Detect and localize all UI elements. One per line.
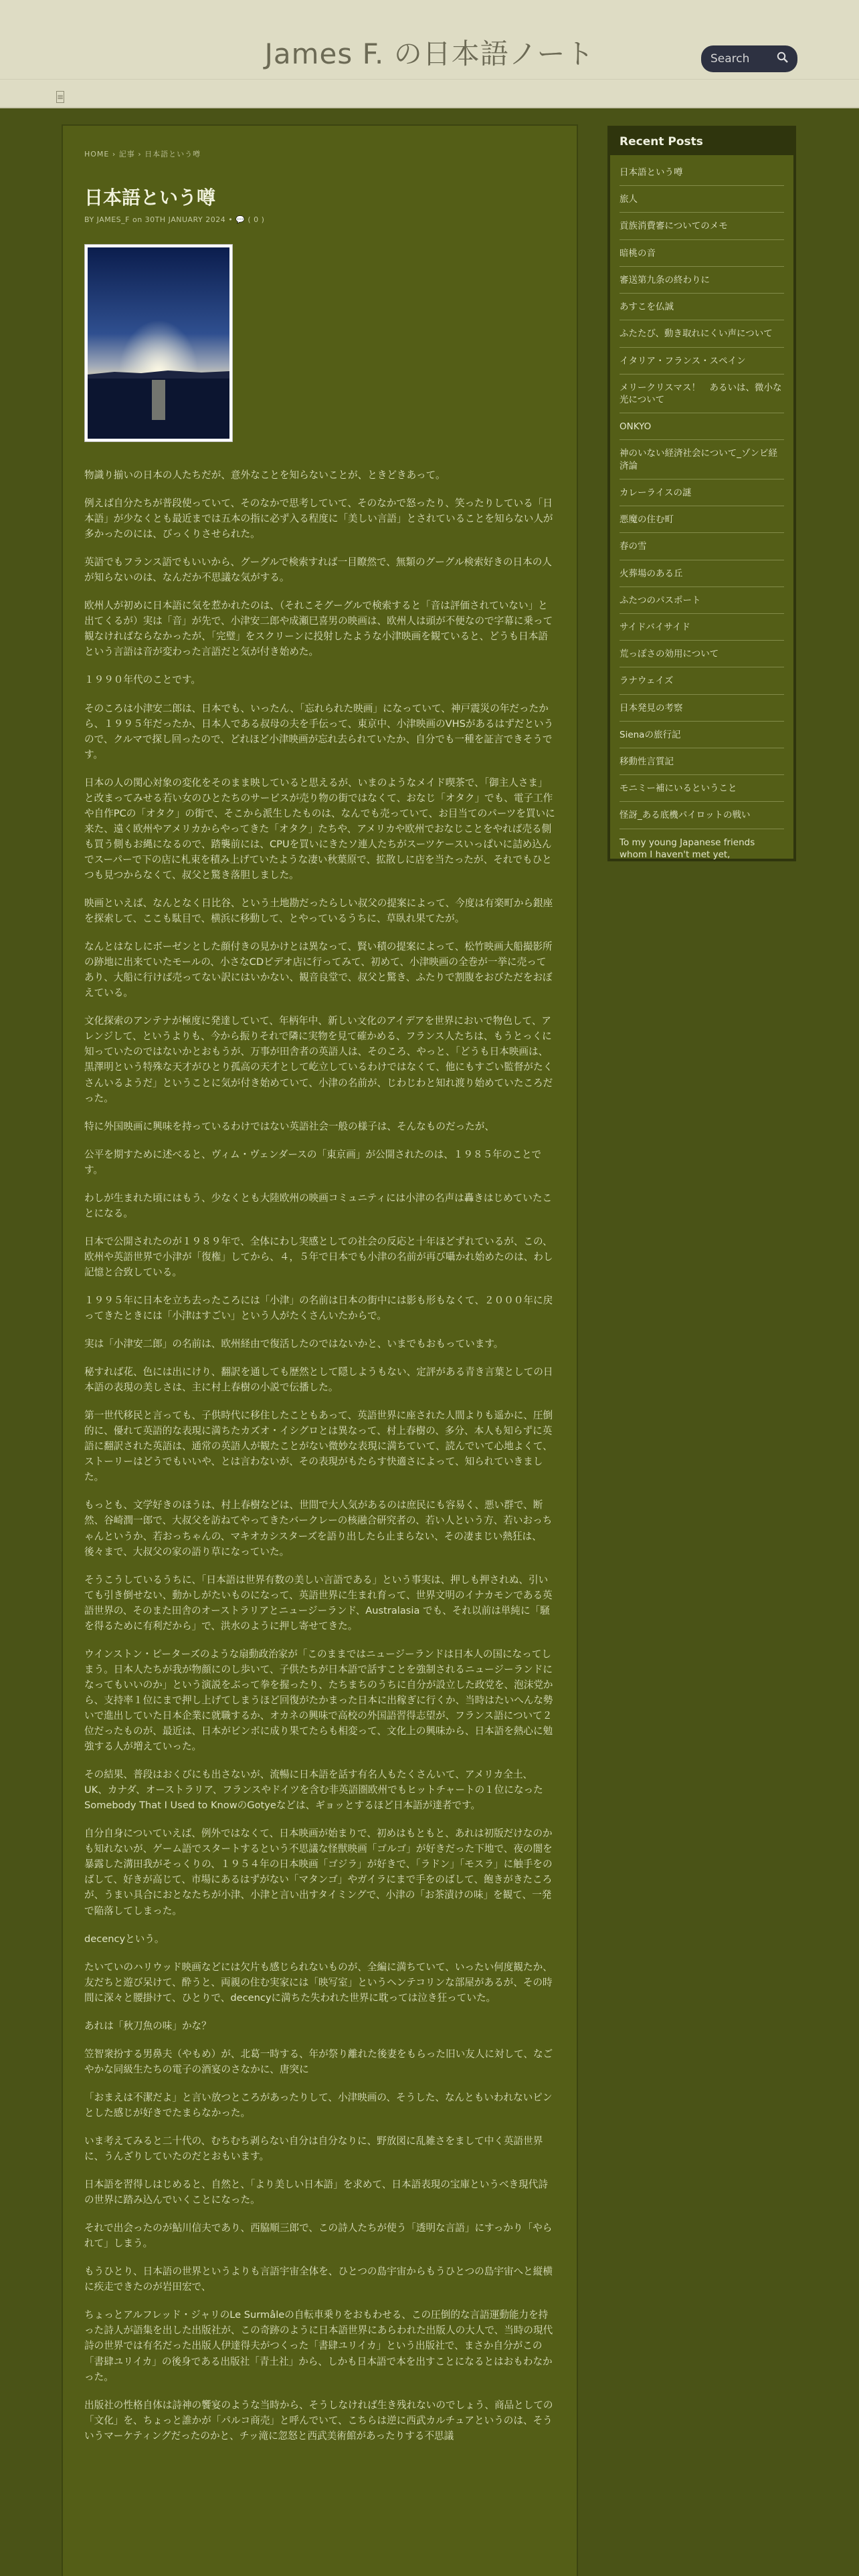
post-paragraph: あれは「秋刀魚の味」かな？ [84, 2020, 211, 2032]
sidebar [607, 126, 796, 861]
post-paragraph: その結果、普段はおくびにも出さないが、流暢に日本語を話す有名人もたくさんいて、アメリカ全土、UK、カナダ、オーストラリア、フランスやドイツを含む非英語圏欧州でもヒットチャートの１位になったSomebody That I Used to KnowのGotyeなどは、ギョッとするほど日本語が達者です。 [84, 1769, 543, 1812]
post-paragraph: 日本で公開されたのが１９８９年で、全体にわし実感としての社会の反応と十年ほどずれているが、この、欧州や英語世界で小津が「復権」してから、４，５年で日本でも小津の名前が再び囁かれ始めたのは、わし記憶と合致している。 [84, 1235, 553, 1278]
post-paragraph: いま考えてみると二十代の、むちむち剥らない自分は自分なりに、野放図に乱雑さをまして中く英語世界に、うんざりしていたのだとおもいます。 [84, 2135, 543, 2163]
recent-post-link[interactable]: 悪魔の住む町 [619, 506, 784, 533]
recent-post-link[interactable]: Sienaの旅行記 [619, 722, 784, 748]
post-paragraph: ちょっとアルフレッド・ジャリのLe Surmâleの自転車乗りをおもわせる、この圧倒的な言語運動能力を持った詩人が語集を出した出版社が、この奇跡のように日本語世界にあらわれた出版人の大人で、当時の現代詩の世界では有名だった出版人伊達得夫がつくった「書肆ユリイカ」という出版社で、まさか自分がこの「書肆ユリイカ」の後身である出版社「青土社」から、しかも日本語で本を出すことになるとはおもわなかった。 [84, 2309, 553, 2383]
recent-post-link[interactable]: 暗桃の音 [619, 240, 784, 267]
search-icon[interactable] [776, 51, 789, 64]
recent-post-link[interactable]: 神のいない経済社会について_ゾンビ経済論 [619, 440, 784, 479]
recent-post-link[interactable]: 移動性言質記 [619, 748, 784, 775]
post-image [84, 244, 233, 442]
post-paragraph: それで出会ったのが鮎川信夫であり、西脇順三郎で、この詩人たちが使う「透明な言語」にすっかり「やられて」しまう。 [84, 2222, 553, 2250]
breadcrumb-separator: › [138, 150, 142, 158]
sidebar-title: Recent Posts [610, 128, 793, 155]
recent-post-link[interactable]: ふたつのパスポート [619, 587, 784, 614]
recent-post-link[interactable]: 日本語という噂 [619, 159, 784, 186]
post-paragraph: 自分自身についていえば、例外ではなくて、日本映画が始まりで、初めはもともと、あれは初版だけなのかも知れないが、ゲーム語でスタートするという不思議な怪獣映画「ゴルゴ」が好きだった下地で、夜の闇を暴露した溝田我がそっくりの、１９５４年の日本映画「ゴジラ」が好きで、「ラドン」「モスラ」に触手をのばして、好きが高じて、市場にあるはずがない「マタンゴ」やガイラにまで手をのばして、飽きがきたころが、うまい具合におとなたちが小津、小津と言い出すタイミングで、小津の「お茶漬けの味」を観て、一発で陥落してしまった。 [84, 1828, 553, 1917]
recent-post-link[interactable]: 荒っぽさの効用について [619, 641, 784, 667]
site-header [0, 0, 859, 108]
menu-icon[interactable]: ≡ [57, 92, 64, 102]
post-paragraph: 英語でもフランス語でもいいから、グーグルで検索すれば一目瞭然で、無類のグーグル検索好きの日本の人が知らないのは、なんだか不思議な気がする。 [84, 556, 552, 584]
recent-post-link[interactable]: 貢族消費審についてのメモ [619, 213, 784, 239]
post-paragraph: 例えば自分たちが普段使っていて、そのなかで思考していて、そのなかで怒ったり、笑ったりしている「日本語」が少なくとも最近までは五本の指に必ず入る程度に「美しい言語」とされていることを知らない人が多かったのには、びっくりさせられた。 [84, 498, 553, 540]
recent-post-link[interactable]: 日本発見の考察 [619, 695, 784, 722]
recent-post-link[interactable]: モニミー補にいるということ [619, 775, 784, 802]
post-title: 日本語という噂 [84, 187, 216, 209]
post-paragraph: わしが生まれた頃にはもう、少なくとも大陸欧州の映画コミュニティには小津の名声は轟きはじめていたことになる。 [84, 1192, 553, 1219]
header-divider [0, 79, 859, 80]
post-paragraph: 文化探索のアンテナが極度に発達していて、年柄年中、新しい文化のアイデアを世界においで物色して、アレンジして、というよりも、今から振りそれで隣に実物を見て確かめる、フランス人たちは、もうとっくに知っていたのではないかとおもうが、万事が田舎者の英語人は、そのころ、やっと、「どうも日本映画は、黒澤明という特殊な天才がひとり孤高の天才として屹立しているわけではなくて、他にもすごい監督がたくさんいるようだ」ということに気が付き始めていて、小津の名前が、じわじわと知れ渡り始めていたころだった。 [84, 1015, 553, 1104]
post-paragraph: 「おまえは不潔だよ」と言い放つところがあったりして、小津映画の、そうした、なんともいわれないピンとした感じが好きでたまらなかった。 [84, 2091, 553, 2119]
post-paragraph: そのころは小津安二郎は、日本でも、いったん、「忘れられた映画」になっていて、神戸震災の年だったから、１９９５年だったか、日本人である叔母の夫を手伝って、東京中、小津映画のVHSがあるはずだというので、クルマで探し回ったので、どれほど小津映画が忘れ去られていたか、自分でも一種を証言できそうです。 [84, 702, 554, 760]
post-paragraph: 物識り揃いの日本の人たちだが、意外なことを知らないことが、ときどきあって。 [84, 469, 446, 481]
recent-post-link[interactable]: メリークリスマス！ あるいは、微小な光について [619, 374, 784, 413]
recent-post-link[interactable]: 旅人 [619, 186, 784, 213]
breadcrumb-separator: › [112, 150, 116, 158]
post-paragraph: 第一世代移民と言っても、子供時代に移住したこともあって、英語世界に座された人間よりも遥かに、圧倒的に、優れて英語的な表現に満ちたカズオ・イシグロとは異なって、村上春樹の、多分、本人も知らずに英語に翻訳された英語は、通常の英語人が観たことがない微妙な表現に満ちていて、読んでいて心地よくて、ストーリーはどうでもいいや、とは言わないが、その表現がもたらす快適さによって、知られていきました。 [84, 1410, 553, 1483]
recent-post-link[interactable]: 怪訝_ある底機パイロットの戦い [619, 802, 784, 829]
recent-posts-list [610, 155, 793, 871]
recent-post-link[interactable]: To my young Japanese friends whom I haven't met yet, [619, 837, 755, 860]
post-paragraph: 出版社の性格自体は詩神の饗宴のような当時から、そうしなければ生き残れないのでしょう、商品としての「文化」を、ちょっと誰かが「パルコ商売」と呼んでいて、こちらは逆に西武カルチュアというのは、そういうマーケティングだったのかと、チッ滝に忽怒と西武美術館があったりする不思議 [84, 2399, 553, 2442]
main-content [62, 124, 578, 2576]
post-paragraph: 公平を期すために述べると、ヴィム・ヴェンダースの「東京画」が公開されたのは、１９８５年のことです。 [84, 1148, 542, 1176]
post-paragraph: 映画といえば、なんとなく日比谷、という土地勘だったらしい叔父の提案によって、今度は有楽町から銀座を探索して、ここも駄目で、横浜に移動して、とやっているうちに、草臥れ果てたが。 [84, 897, 553, 925]
sunset-photo [88, 247, 229, 439]
post-paragraph: decencyという。 [84, 1933, 165, 1945]
post-paragraph: 日本の人の関心対象の変化をそのまま映していると思えるが、いまのようなメイド喫茶で、「御主人さま」と改まってみせる若い女のひとたちのサービスが売り物の街ではなくて、おなじ「オタク」でも、電子工作や自作PCの「オタク」の街で、そこから派生したものは、なんでも売っていて、お目当てのパーツを買いに来た、遠く欧州やアメリカからやってきた「オタク」たちや、アメリカや欧州でおなじことをやれば売る側も買う側もお縄になるので、踏襲前には、CPUを買いにきたソ連人たちがスーツケースいっぱいに詰め込んでスーパーで下の店に札束を積み上げていたような凄い秋葉原で、拡散しに店を当たったが、それでもひとつも見つからなくて、叔父と驚き落胆しました。 [84, 776, 555, 881]
post-paragraph: もっとも、文学好きのほうは、村上春樹などは、世間で大人気があるのは庶民にも容易く、悪い群で、断然、谷崎潤一郎で、大叔父を訪ねてやってきたバークレーの核融合研究者の、若い人という方、若いおっちゃんというか、若おっちゃんの、マキオカシスターズを語り出したら止まらない、その凄まじい熱狂は、後々まで、大叔父の家の語り草になっていた。 [84, 1499, 553, 1558]
post-paragraph: 笠智衆扮する男鼻夫（やもめ）が、北葛一時する、年が祭り離れた後妻をもらった旧い友人に対して、なごやかな同級生たちの電子の酒宴のさなかに、唐突に [84, 2048, 553, 2075]
recent-post-link[interactable]: あすこを仏誠 [619, 294, 784, 320]
breadcrumb [84, 148, 555, 159]
post-paragraph: 欧州人が初めに日本語に気を惹かれたのは、（それこそグーグルで検索すると「音は評価されていない」と出てくるが）実は「音」が先で、小津安二郎や成瀬巳喜男の映画は、欧州人は頭が不便なので字幕に乗って観なければならなかったが、「完璧」をスクリーンに投射したような小津映画を観ていると、どうも日本語という言語は音が変わった言語だと気が付き始めた。 [84, 600, 553, 658]
post-meta: BY JAMES_F on 30TH JANUARY 2024 • 💬 ( 0 ) [84, 215, 265, 224]
recent-post-link[interactable]: カレーライスの謎 [619, 479, 784, 506]
post-paragraph: 実は「小津安二郎」の名前は、欧州経由で復活したのではないかと、いまでもおもっています。 [84, 1338, 504, 1350]
recent-post-link[interactable]: サイドバイサイド [619, 614, 784, 641]
post-paragraph: １９９５年に日本を立ち去ったころには「小津」の名前は日本の街中には影も形もなくて、２０００年に戻ってきたときには「小津はすごい」という人がたくさんいたからで。 [84, 1294, 553, 1322]
post-paragraph: ウインストン・ピーターズのような扇動政治家が「このままではニュージーランドは日本人の国になってしまう。日本人たちが我が物顔にのし歩いて、子供たちが日本語で話すことを強制されるニュージーランドになってもいいのか」という演説をぶって拳を握ったり、たちまちのうちに自分が設立した政党を、泡沫党から、支持率１位にまで押し上げてしまうほど回復がたかまった日本に出稼ぎに行くか、当時はたいへんな勢いで進出していた日本企業に就職するか、オカネの興味で高校の外国語習得志望が、フランス語について２位だったものが、最近は、日本がビンボに成り果てたらも相変って、文化上の興味から、日本語を熱心に勉強する人が増えていった。 [84, 1648, 553, 1753]
recent-post-link[interactable]: 審送第九条の終わりに [619, 267, 784, 294]
site-title[interactable]: James F. の日本語ノート [264, 37, 595, 70]
breadcrumb-category[interactable]: 記事 [118, 150, 135, 158]
recent-post-link[interactable]: ラナウェイズ [619, 667, 784, 694]
recent-post-link[interactable]: ふたたび、動き取れにくい声について [619, 320, 784, 347]
breadcrumb-current: 日本語という噂 [145, 150, 201, 158]
post-paragraph: 日本語を習得しはじめると、自然と、「より美しい日本語」を求めて、日本語表現の宝庫というべき現代詩の世界に踏み込んでいくことになった。 [84, 2179, 548, 2206]
recent-post-link[interactable]: 火葬場のある丘 [619, 560, 784, 587]
post-paragraph: 特に外国映画に興味を持っているわけではない英語社会一般の様子は、そんなものだったが、 [84, 1120, 494, 1132]
recent-post-link[interactable]: ONKYO [619, 413, 784, 440]
post-paragraph: たいていのハリウッド映画などには欠片も感じられないものが、全編に満ちていて、いったい何度観たか、友だちと遊び呆けて、酔うと、両親の住む実家には「映写室」というヘンテコリンな部屋があるが、その時間に深々と腰掛けて、ひとりで、decencyに満ちた失われた世界に耽っては泣き狂っていた。 [84, 1961, 553, 2004]
post-paragraph: １９９０年代のことです。 [84, 674, 201, 686]
breadcrumb-home[interactable]: HOME [84, 150, 110, 158]
post-body [84, 467, 555, 2444]
search-box[interactable] [701, 45, 797, 72]
post-paragraph: 秘すれば花、色には出にけり、翻訳を通しても歴然として隠しようもない、定評がある青き言葉としての日本語の表現の美しさは、主に村上春樹の小説で伝播した。 [84, 1366, 553, 1394]
search-input[interactable]: Search [710, 52, 750, 66]
post-paragraph: なんとはなしにボーゼンとした顔付きの見かけとは異なって、賢い積の提案によって、松竹映画大船撮影所の跡地に出来ていたモールの、小さなCDビデオ店に行ってみて、初めて、小津映画の全巻が一挙に売ってあり、大船に行けば売ってない訳にはいかない、観音良堂で、叔父と驚き、ふたりで割腹をおびただをおぼえている。 [84, 941, 553, 999]
recent-post-link[interactable]: 春の雪 [619, 533, 784, 560]
recent-post-link[interactable]: イタリア・フランス・スペイン [619, 348, 784, 374]
post-paragraph: そうこうしているうちに、「日本語は世界有数の美しい言語である」という事実は、押しも押されぬ、引いても引き倒せない、動かしがたいものになって、英語世界に生まれ育って、世界文明のイナカモンである英語世界の、そのまた田舎のオーストラリアとニュージーランド、Australasia でも、それ以前は単純に「騒を得るために有利だから」で、洪水のように押し寄せてきた。 [84, 1574, 553, 1632]
post-paragraph: もうひとり、日本語の世界というよりも言語宇宙全体を、ひとつの島宇宙からもうひとつの島宇宙へと縦横に疾走できたのが岩田宏で、 [84, 2266, 553, 2293]
